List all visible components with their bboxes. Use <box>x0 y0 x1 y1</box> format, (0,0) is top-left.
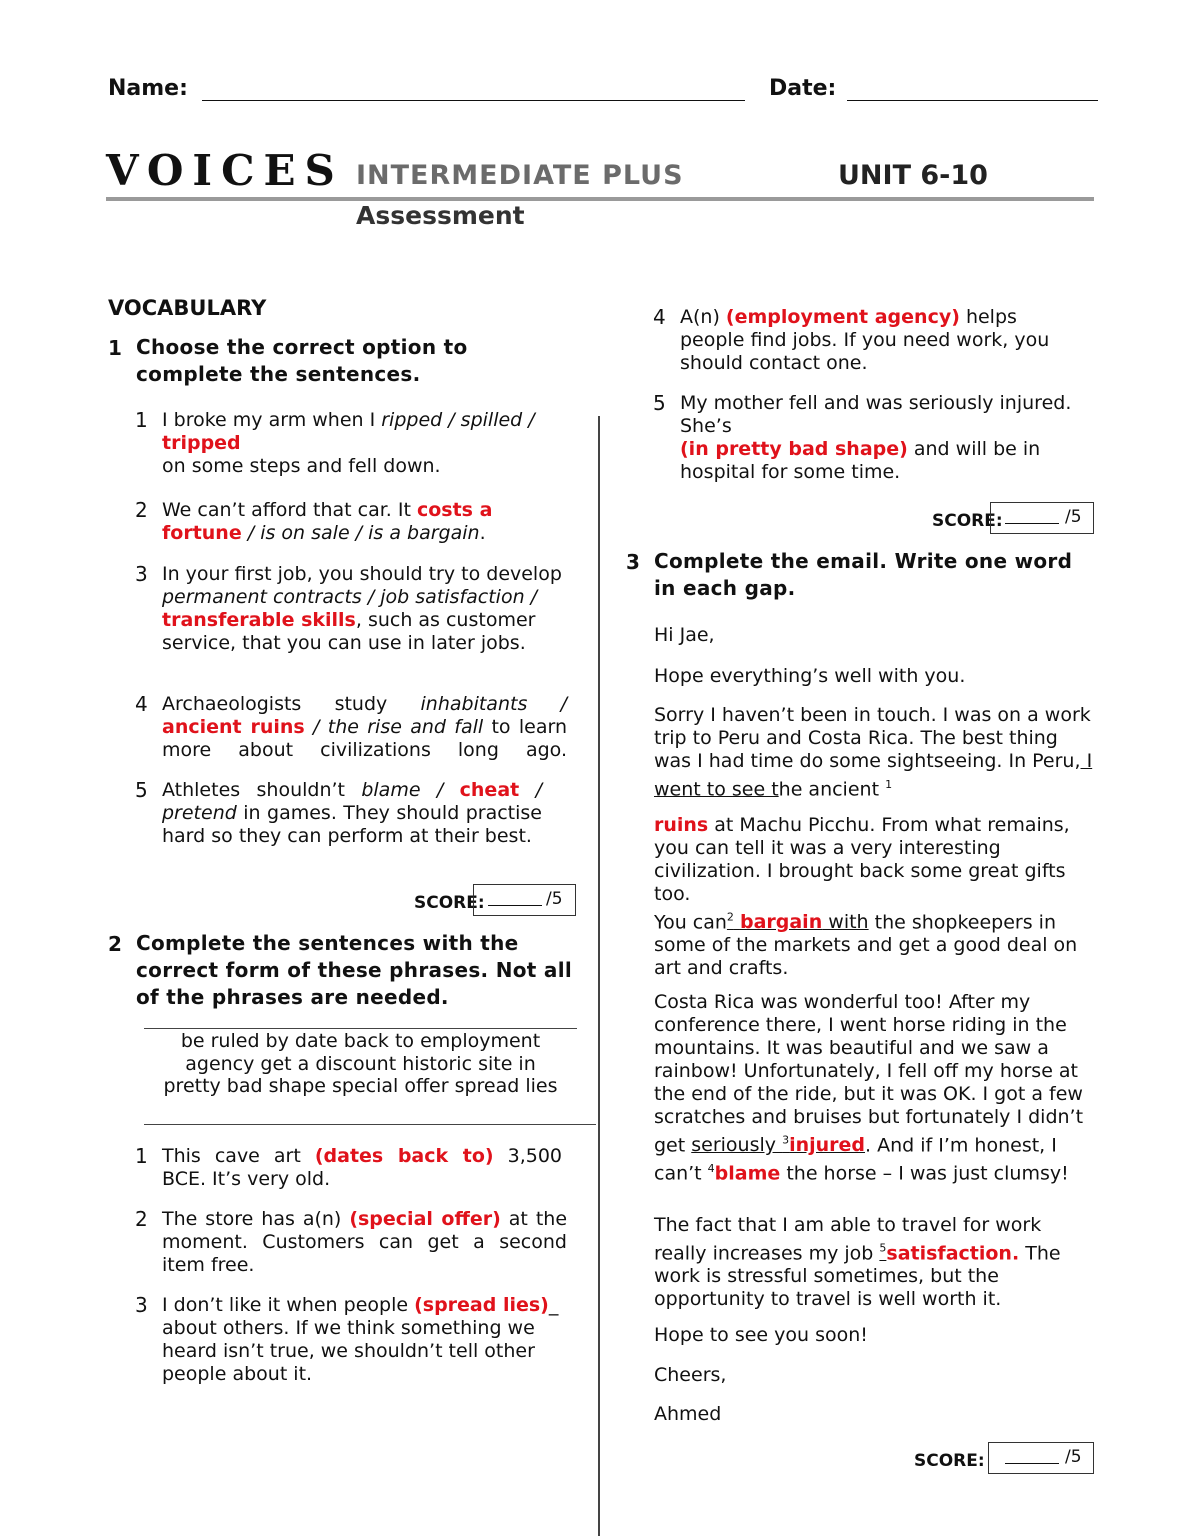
answer: (spread lies) <box>414 1294 549 1316</box>
email-body <box>654 624 1094 647</box>
email-signoff: Cheers, <box>654 1364 727 1386</box>
exercise-1-number: 1 <box>108 336 122 360</box>
email-greeting: Hi Jae, <box>654 624 715 646</box>
answer: ruins <box>654 814 709 836</box>
ex2-item-3: 3 I don’t like it when people (spread lies)_ about others. If we think something we heard isn’t true, we shouldn’t tell other people about it. <box>135 1293 559 1385</box>
phrase-box-top <box>144 1028 577 1029</box>
score-label: SCORE: <box>932 511 1003 531</box>
level-title: INTERMEDIATE PLUS <box>356 160 684 191</box>
answer: bargain <box>739 911 823 934</box>
score-label: SCORE: <box>914 1451 985 1471</box>
exercise-2-instructions: Complete the sentences with the correct form of these phrases. Not all of the phrases are needed. <box>136 931 573 1009</box>
phrase-box-bottom <box>144 1124 596 1125</box>
brand-logo: VOICES <box>106 146 344 195</box>
answer: (in pretty bad shape) <box>680 438 908 460</box>
answer: (dates back to) <box>314 1145 494 1167</box>
answer: blame <box>714 1162 781 1185</box>
answer: satisfaction. <box>886 1242 1020 1265</box>
column-divider <box>598 416 600 1536</box>
answer: transferable skills <box>162 609 356 631</box>
ex1-item-4: 4 Archaeologists study inhabitants / ancient ruins / the rise and fall to learn more about civilizations long ago. <box>135 692 567 761</box>
page-subtitle: Assessment <box>356 201 525 230</box>
exercise-1-instructions: Choose the correct option to complete the sentences. <box>136 335 468 386</box>
answer: (employment agency) <box>725 306 960 328</box>
ex1-item-5: 5 Athletes shouldn’t blame / cheat / pretend in games. They should practise hard so they can perform at their best. <box>135 778 542 847</box>
email-paragraph-3: ruins at Machu Picchu. From what remains, you can tell it was a very interesting civilization. I brought back some great gifts too. You can$^2$ bargain with the shopkeepers in some of the markets and get a good deal on art and crafts. <box>654 814 1078 980</box>
score-label: SCORE: <box>414 893 485 913</box>
ex2-item-1: 1 This cave art (dates back to) 3,500 BCE. It’s very old. <box>135 1144 562 1190</box>
phrase-box: be ruled by date back to employment agency get a discount historic site in pretty bad shape special offer spread lies <box>163 1030 558 1097</box>
unit-title: UNIT 6-10 <box>838 160 988 191</box>
name-label: Name: <box>108 76 188 101</box>
ex2-item-5: 5 My mother fell and was seriously injured. She’s (in pretty bad shape) and will be in hospital for some time. <box>653 391 1072 483</box>
answer: costs a fortune <box>162 499 493 544</box>
answer: tripped <box>162 432 241 454</box>
name-field[interactable] <box>202 100 745 101</box>
exercise-3-number: 3 <box>626 550 640 574</box>
section-title: VOCABULARY <box>108 296 267 320</box>
score-box[interactable]: /5 <box>988 1442 1094 1474</box>
date-label: Date: <box>769 76 837 101</box>
ex1-item-2: 2 We can’t afford that car. It costs a fortune / is on sale / is a bargain. <box>135 498 493 544</box>
exercise-2-number: 2 <box>108 932 122 956</box>
email-paragraph-5: The fact that I am able to travel for work really increases my job $^5$satisfaction. The work is stressful sometimes, but the opportunity to travel is well worth it. <box>654 1214 1061 1311</box>
answer: cheat <box>459 779 520 801</box>
score-box[interactable]: /5 <box>473 884 576 916</box>
exercise-3-instructions: Complete the email. Write one word in each gap. <box>654 549 1073 600</box>
email-signature: Ahmed <box>654 1403 722 1425</box>
email-closing-line: Hope to see you soon! <box>654 1324 868 1346</box>
score-box[interactable]: /5 <box>990 502 1094 534</box>
answer: ancient ruins <box>162 716 305 738</box>
email-paragraph-2: Sorry I haven’t been in touch. I was on a work trip to Peru and Costa Rica. The best thing was I had time do some sightseeing. In Peru, I went to see the ancient $^1$ <box>654 704 1093 801</box>
answer: injured <box>789 1134 865 1157</box>
date-field[interactable] <box>847 100 1098 101</box>
email-paragraph-1: Hope everything’s well with you. <box>654 665 966 687</box>
answer: (special offer) <box>349 1208 501 1230</box>
ex2-item-4: 4 A(n) (employment agency) helps people find jobs. If you need work, you should contact one. <box>653 305 1050 374</box>
ex1-item-1: 1 I broke my arm when I ripped / spilled / tripped on some steps and fell down. <box>135 408 535 477</box>
ex2-item-2: 2 The store has a(n) (special offer) at the moment. Customers can get a second item free. <box>135 1207 568 1276</box>
email-paragraph-4: Costa Rica was wonderful too! After my conference there, I went horse riding in the mountains. It was beautiful and we saw a rainbow! Unfortunately, I fell off my horse at the end of the ride, but it was OK. I got a few scratches and bruises but fortunately I didn’t get seriously $^3$injured. And if I’m honest, I can’t $^4$blame the horse – I was just clumsy! <box>654 991 1084 1185</box>
header-rule <box>106 197 1094 201</box>
ex1-item-3: 3 In your first job, you should try to develop permanent contracts / job satisfaction / transferable skills, such as customer service, that you can use in later jobs. <box>135 562 562 654</box>
